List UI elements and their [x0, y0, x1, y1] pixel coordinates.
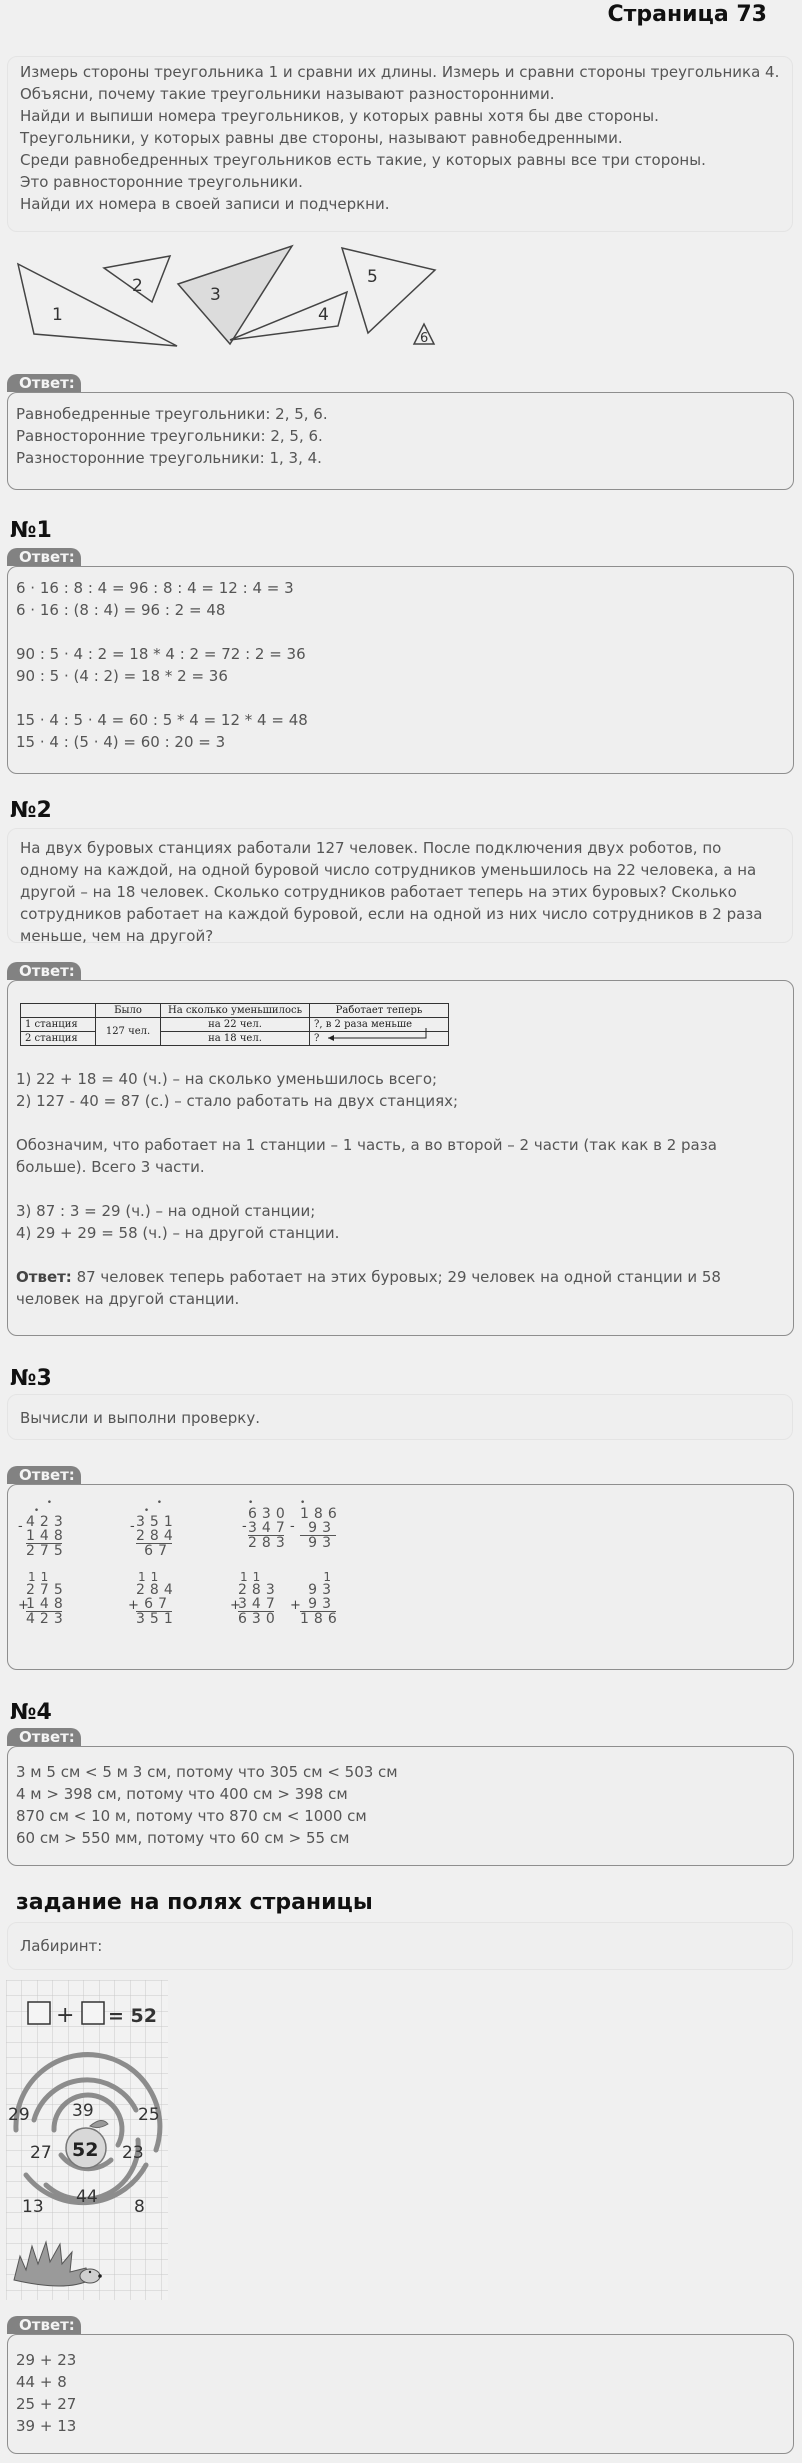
borrow-dots: • — [248, 1498, 290, 1508]
addend: 347 — [238, 1596, 280, 1612]
task2-title: №2 — [10, 798, 52, 823]
column-check — [300, 1570, 342, 1627]
answer-tab: Ответ: — [7, 2316, 81, 2334]
difference: 93 — [308, 1535, 336, 1551]
triangle-label: 6 — [420, 331, 429, 346]
minus-sign: - — [130, 1519, 135, 1534]
triangle-label: 5 — [367, 267, 378, 287]
square-box — [28, 2002, 50, 2024]
plus-sign: + — [18, 1598, 29, 1613]
answer-line: Обозначим, что работает на 1 станции – 1 часть, а во второй – 2 части (так как в 2 раза больше). Всего 3 части. — [16, 1136, 717, 1176]
subtrahend: 148 — [26, 1528, 68, 1544]
table-cell — [310, 1032, 449, 1046]
task3-title: №3 — [10, 1366, 52, 1391]
blank-line — [16, 1112, 785, 1134]
equals-52: = 52 — [108, 2005, 157, 2027]
subtrahend: 284 — [136, 1528, 178, 1544]
table-cell-text: ? — [314, 1032, 320, 1044]
maze-figure — [6, 1980, 168, 2300]
answer-line: Равнобедренные треугольники: 2, 5, 6. — [16, 405, 328, 423]
triangle-5 — [342, 248, 435, 333]
answer-box — [7, 392, 794, 490]
subtrahend: 93 — [308, 1520, 336, 1536]
answer-line: 3) 87 : 3 = 29 (ч.) – на одной станции; — [16, 1202, 316, 1220]
triangle-3 — [178, 246, 292, 344]
answer-line: 15 · 4 : (5 · 4) = 60 : 20 = 3 — [16, 733, 226, 751]
carry: 11 — [28, 1570, 54, 1584]
answer-line: 4) 29 + 29 = 58 (ч.) – на другой станции. — [16, 1224, 340, 1242]
plus-sign: + — [230, 1598, 241, 1613]
task3-card: Вычисли и выполни проверку. — [7, 1394, 793, 1440]
answer-line: Равносторонние треугольники: 2, 5, 6. — [16, 427, 323, 445]
maze-number: 13 — [22, 2197, 44, 2217]
maze-number: 39 — [72, 2101, 94, 2121]
column-subtraction — [300, 1498, 342, 1551]
answer-line: 90 : 5 · 4 : 2 = 18 * 4 : 2 = 72 : 2 = 36 — [16, 645, 306, 663]
column-subtraction — [136, 1498, 178, 1559]
answer-line: 60 см > 550 мм, потому что 60 см > 55 см — [16, 1829, 350, 1847]
maze-center-number: 52 — [72, 2139, 99, 2161]
answer-bold: Ответ: — [16, 1268, 72, 1286]
answer-line: 870 см < 10 м, потому что 870 см < 1000 см — [16, 1807, 367, 1825]
maze-number: 29 — [8, 2105, 30, 2125]
addend: 67 — [144, 1596, 172, 1612]
sum: 186 — [300, 1611, 342, 1627]
addend: 93 — [308, 1582, 336, 1598]
answer-line: 39 + 13 — [16, 2417, 77, 2435]
margin-task-card: Лабиринт: — [7, 1922, 793, 1970]
addend: 93 — [308, 1596, 336, 1612]
intro-card — [7, 56, 793, 232]
answer-line: 44 + 8 — [16, 2373, 67, 2391]
table-cell: 127 чел. — [96, 1018, 161, 1046]
addend: 148 — [26, 1596, 68, 1612]
answer-line: Разносторонние треугольники: 1, 3, 4. — [16, 449, 322, 467]
answer-box — [7, 566, 794, 774]
sum: 351 — [136, 1611, 178, 1627]
intro-line: Среди равнобедренных треугольников есть такие, у которых равны все три стороны. — [20, 151, 706, 169]
answer-box — [7, 2334, 794, 2454]
difference: 283 — [248, 1535, 290, 1551]
answer-line: 25 + 27 — [16, 2395, 77, 2413]
difference: 275 — [26, 1543, 68, 1559]
answer-final — [16, 1266, 785, 1310]
minus-sign: - — [242, 1519, 247, 1534]
minuend: 630 — [248, 1506, 290, 1522]
answer-line: 6 · 16 : 8 : 4 = 96 : 8 : 4 = 12 : 4 = 3 — [16, 579, 294, 597]
maze-number: 25 — [138, 2105, 160, 2125]
borrow-dots: • • — [143, 1498, 172, 1516]
sum: 423 — [26, 1611, 68, 1627]
answer-line: 2) 127 - 40 = 87 (с.) – стало работать на двух станциях; — [16, 1092, 459, 1110]
column-subtraction — [26, 1498, 68, 1559]
column-check — [238, 1570, 280, 1627]
addend: 275 — [26, 1582, 68, 1598]
square-box — [82, 2002, 104, 2024]
triangle-label: 4 — [318, 305, 329, 325]
table-cell: 1 станция — [21, 1018, 96, 1032]
difference: 67 — [144, 1543, 172, 1559]
triangles-figure — [12, 236, 452, 348]
margin-task-title: задание на полях страницы — [16, 1890, 373, 1915]
plus-sign: + — [56, 2003, 75, 2028]
maze-number: 27 — [30, 2143, 52, 2163]
arrow-icon — [324, 1024, 434, 1044]
answer-line: 3 м 5 см < 5 м 3 см, потому что 305 см < 503 см — [16, 1763, 398, 1781]
column-check — [136, 1570, 178, 1627]
intro-line: Треугольники, у которых равны две стороны, называют равнобедренными. — [20, 129, 623, 147]
blank-line — [16, 687, 785, 709]
answer-text: 87 человек теперь работает на этих буровых; 29 человек на одной станции и 58 человек на другой станции. — [16, 1268, 721, 1308]
minuend: 351 — [136, 1514, 178, 1530]
answer-line: 15 · 4 : 5 · 4 = 60 : 5 * 4 = 12 * 4 = 48 — [16, 711, 308, 729]
task2-card: На двух буровых станциях работали 127 человек. После подключения двух роботов, по одному на каждой, на одной буровой число сотрудников уменьшилось на 22 человека, а на другой – на 18 человек. Сколько сотрудников работает теперь на этих буровых? Сколько сотрудников работает на каждой буровой, если на одной из них число сотрудников в 2 раза меньше, чем на другой? — [7, 828, 793, 943]
triangle-1 — [18, 264, 177, 346]
table-cell: на 22 чел. — [161, 1018, 310, 1032]
answer-tab: Ответ: — [7, 1728, 81, 1746]
carry: 11 — [240, 1570, 266, 1584]
answer-box — [7, 1484, 794, 1670]
table-header: Работает теперь — [310, 1004, 449, 1018]
plus-sign: + — [290, 1598, 301, 1613]
maze-number: 44 — [76, 2187, 98, 2207]
answer-box — [7, 1746, 794, 1866]
answer-tab: Ответ: — [7, 1466, 81, 1484]
minuend: 423 — [26, 1514, 68, 1530]
task1-title: №1 — [10, 518, 52, 543]
answer-line: 4 м > 398 см, потому что 400 см > 398 см — [16, 1785, 348, 1803]
table-cell: на 18 чел. — [161, 1032, 310, 1046]
answer-tab: Ответ: — [7, 548, 81, 566]
borrow-dots: • • — [33, 1498, 62, 1516]
triangle-label: 1 — [52, 305, 63, 325]
sum: 630 — [238, 1611, 280, 1627]
page-title: Страница 73 — [607, 2, 767, 27]
minus-sign: - — [18, 1519, 23, 1534]
task4-title: №4 — [10, 1700, 52, 1725]
triangle-label: 3 — [210, 285, 221, 305]
minuend: 186 — [300, 1506, 342, 1522]
triangle-label: 2 — [132, 276, 143, 296]
table-cell: 2 станция — [21, 1032, 96, 1046]
carry: 1 — [323, 1570, 336, 1584]
addend: 283 — [238, 1582, 280, 1598]
intro-line: Измерь стороны треугольника 1 и сравни их длины. Измерь и сравни стороны треугольника 4. — [20, 63, 780, 81]
borrow-dots: • — [300, 1498, 342, 1508]
answer-line: 29 + 23 — [16, 2351, 77, 2369]
table-header — [21, 1004, 96, 1018]
column-subtraction — [248, 1498, 290, 1551]
carry: 11 — [138, 1570, 164, 1584]
stations-table — [20, 1003, 449, 1046]
maze-number: 23 — [122, 2143, 144, 2163]
blank-line — [16, 621, 785, 643]
intro-line: Объясни, почему такие треугольники называют разносторонними. — [20, 85, 555, 103]
answer-box — [7, 980, 794, 1336]
addend: 284 — [136, 1582, 178, 1598]
intro-line: Найди и выпиши номера треугольников, у которых равны хотя бы две стороны. — [20, 107, 659, 125]
table-header: Было — [96, 1004, 161, 1018]
blank-line — [16, 1178, 785, 1200]
table-header: На сколько уменьшилось — [161, 1004, 310, 1018]
plus-sign: + — [128, 1598, 139, 1613]
answer-tab: Ответ: — [7, 374, 81, 392]
answer-line: 1) 22 + 18 = 40 (ч.) – на сколько уменьшилось всего; — [16, 1070, 438, 1088]
intro-line: Найди их номера в своей записи и подчеркни. — [20, 195, 390, 213]
maze-number: 8 — [134, 2197, 145, 2217]
minus-sign: - — [290, 1519, 295, 1534]
table-cell: ?, в 2 раза меньше — [310, 1018, 449, 1032]
intro-line: Это равносторонние треугольники. — [20, 173, 303, 191]
subtrahend: 347 — [248, 1520, 290, 1536]
column-check — [26, 1570, 68, 1627]
answer-line: 6 · 16 : (8 : 4) = 96 : 2 = 48 — [16, 601, 226, 619]
blank-line — [16, 1244, 785, 1266]
answer-tab: Ответ: — [7, 962, 81, 980]
answer-line: 90 : 5 · (4 : 2) = 18 * 2 = 36 — [16, 667, 228, 685]
